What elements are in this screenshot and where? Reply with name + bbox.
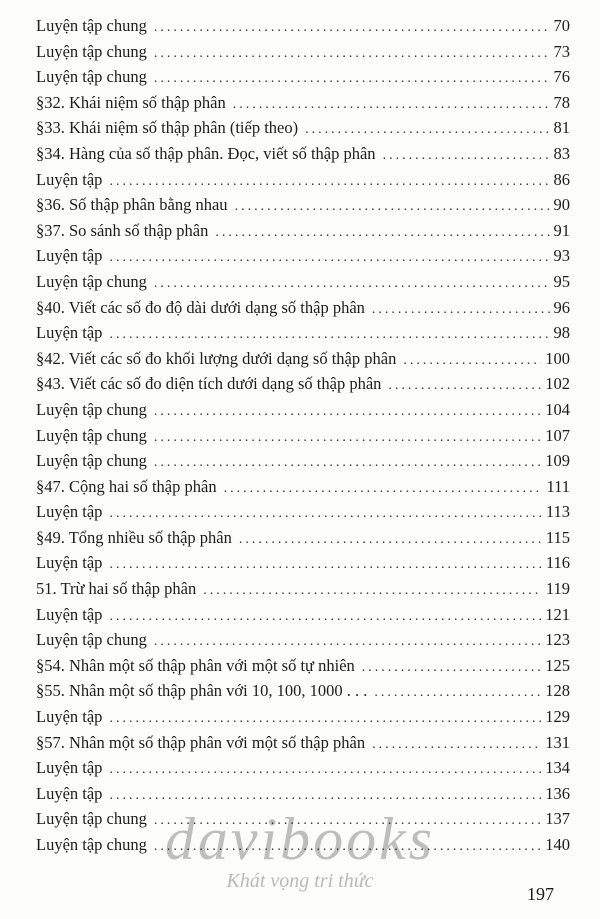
toc-entry-page: 134 — [545, 758, 570, 778]
toc-entry-page: 113 — [545, 502, 570, 522]
toc-entry-page: 107 — [545, 425, 570, 445]
toc-entry-page: 140 — [545, 835, 570, 854]
toc-dot-leader — [109, 322, 549, 348]
toc-row — [36, 320, 570, 346]
toc-entry-title: §36. Số thập phân bằng nhau — [36, 195, 228, 215]
toc-entry-title: Luyện tập chung — [36, 425, 147, 445]
toc-row — [36, 755, 570, 781]
toc-row — [36, 474, 570, 500]
toc-row — [36, 115, 570, 141]
toc-entry-page: 86 — [553, 169, 570, 189]
toc-entry-page: 104 — [545, 399, 570, 419]
toc-row — [36, 448, 570, 474]
toc-dot-leader — [109, 501, 541, 527]
toc-entry-title: §32. Khái niệm số thập phân — [36, 92, 226, 112]
toc-entry-page: 93 — [553, 246, 570, 266]
toc-row — [36, 64, 570, 90]
toc-row — [36, 499, 570, 525]
toc-row — [36, 576, 570, 602]
toc-entry-page: 90 — [553, 195, 570, 215]
toc-row — [36, 371, 570, 397]
toc-entry-page: 73 — [553, 41, 570, 61]
toc-entry-title: Luyện tập chung — [36, 399, 147, 419]
toc-row — [36, 13, 570, 39]
toc-row — [36, 781, 570, 807]
toc-entry-page: 91 — [553, 220, 570, 240]
toc-dot-leader — [235, 194, 550, 220]
toc-entry-page: 123 — [545, 630, 570, 650]
toc-row — [36, 550, 570, 576]
toc-row — [36, 704, 570, 730]
toc-row — [36, 678, 570, 704]
toc-row — [36, 423, 570, 449]
toc-entry-title: Luyện tập — [36, 707, 103, 727]
toc-entry-page: 102 — [545, 374, 570, 394]
toc-dot-leader — [372, 297, 550, 323]
toc-dot-leader — [109, 783, 541, 809]
toc-row — [36, 90, 570, 116]
toc-entry-page: 136 — [545, 783, 570, 803]
toc-entry-page: 121 — [545, 604, 570, 624]
toc-entry-page: 109 — [545, 451, 570, 471]
toc-row — [36, 806, 570, 832]
toc-dot-leader — [154, 15, 550, 41]
toc-entry-title: §33. Khái niệm số thập phân (tiếp theo) — [36, 118, 299, 138]
table-of-contents — [36, 13, 570, 858]
toc-dot-leader — [109, 245, 549, 271]
toc-row — [36, 602, 570, 628]
toc-entry-title: Luyện tập chung — [36, 67, 147, 87]
toc-entry-title: Luyện tập chung — [36, 809, 147, 829]
toc-entry-page: 81 — [553, 118, 570, 138]
toc-row — [36, 167, 570, 193]
toc-entry-page: 96 — [553, 297, 570, 317]
toc-entry-title: §43. Viết các số đo diện tích dưới dạng số thập phân — [36, 374, 382, 394]
toc-dot-leader — [305, 117, 549, 143]
toc-entry-title: Luyện tập chung — [36, 16, 147, 35]
toc-dot-leader — [109, 169, 549, 195]
toc-entry-title: §54. Nhân một số thập phân với một số tự nhiên — [36, 655, 355, 675]
toc-dot-leader — [403, 348, 541, 374]
toc-entry-title: §47. Cộng hai số thập phân — [36, 476, 217, 496]
toc-entry-page: 70 — [553, 16, 570, 35]
toc-entry-title: §34. Hàng của số thập phân. Đọc, viết số thập phân — [36, 143, 376, 163]
toc-entry-page: 98 — [553, 323, 570, 343]
toc-dot-leader — [109, 604, 541, 630]
toc-dot-leader — [362, 655, 541, 681]
toc-dot-leader — [109, 706, 541, 732]
toc-entry-title: Luyện tập — [36, 502, 103, 522]
toc-entry-page: 78 — [553, 92, 570, 112]
toc-entry-page: 76 — [553, 67, 570, 87]
toc-row — [36, 525, 570, 551]
toc-entry-page: 131 — [545, 732, 570, 752]
toc-dot-leader — [154, 425, 541, 451]
toc-entry-title: 51. Trừ hai số thập phân — [36, 579, 197, 599]
toc-row — [36, 627, 570, 653]
toc-row — [36, 346, 570, 372]
toc-dot-leader — [224, 476, 543, 502]
toc-entry-title: Luyện tập — [36, 604, 103, 624]
toc-row — [36, 397, 570, 423]
toc-entry-page: 111 — [546, 476, 570, 496]
toc-dot-leader — [154, 629, 541, 655]
toc-dot-leader — [109, 757, 541, 783]
toc-row — [36, 832, 570, 858]
toc-entry-title: Luyện tập chung — [36, 271, 147, 291]
toc-entry-page: 100 — [545, 348, 570, 368]
toc-row — [36, 653, 570, 679]
toc-entry-page: 115 — [545, 527, 570, 547]
watermark-tagline: Khát vọng tri thức — [226, 870, 374, 892]
toc-dot-leader — [154, 271, 550, 297]
toc-entry-title: Luyện tập chung — [36, 630, 147, 650]
toc-dot-leader — [233, 92, 550, 118]
toc-dot-leader — [154, 450, 541, 476]
toc-entry-title: Luyện tập — [36, 323, 103, 343]
toc-entry-page: 95 — [553, 271, 570, 291]
toc-entry-page: 125 — [545, 655, 570, 675]
toc-dot-leader — [154, 808, 541, 834]
toc-entry-title: §49. Tổng nhiều số thập phân — [36, 527, 232, 547]
toc-dot-leader — [374, 680, 541, 706]
toc-row — [36, 730, 570, 756]
toc-dot-leader — [383, 143, 550, 169]
toc-entry-title: §57. Nhân một số thập phân với một số thập phân — [36, 732, 366, 752]
toc-dot-leader — [154, 41, 550, 67]
toc-dot-leader — [109, 552, 541, 578]
toc-dot-leader — [203, 578, 542, 604]
toc-row — [36, 243, 570, 269]
toc-entry-title: Luyện tập — [36, 783, 103, 803]
toc-dot-leader — [215, 220, 549, 246]
watermark-brand: davibooks — [164, 806, 436, 872]
toc-entry-title: §55. Nhân một số thập phân với 10, 100, 1000 . . . — [36, 681, 368, 701]
toc-entry-page: 119 — [545, 579, 570, 599]
toc-entry-page: 83 — [553, 143, 570, 163]
toc-entry-title: Luyện tập chung — [36, 451, 147, 471]
toc-entry-title: Luyện tập chung — [36, 41, 147, 61]
toc-entry-title: Luyện tập — [36, 553, 103, 573]
toc-entry-title: Luyện tập chung — [36, 835, 147, 854]
toc-dot-leader — [154, 399, 541, 425]
toc-entry-title: §37. So sánh số thập phân — [36, 220, 209, 240]
toc-dot-leader — [154, 66, 550, 92]
toc-entry-title: Luyện tập — [36, 758, 103, 778]
toc-dot-leader — [372, 732, 541, 758]
toc-entry-title: Luyện tập — [36, 169, 103, 189]
page-number: 197 — [527, 884, 554, 904]
toc-entry-title: §40. Viết các số đo độ dài dưới dạng số thập phân — [36, 297, 365, 317]
toc-row — [36, 39, 570, 65]
toc-entry-title: §42. Viết các số đo khối lượng dưới dạng số thập phân — [36, 348, 397, 368]
toc-dot-leader — [239, 527, 542, 553]
toc-dot-leader — [388, 373, 541, 399]
toc-entry-page: 129 — [545, 707, 570, 727]
toc-row — [36, 295, 570, 321]
toc-entry-page: 128 — [545, 681, 570, 701]
toc-entry-title: Luyện tập — [36, 246, 103, 266]
toc-dot-leader — [154, 834, 541, 860]
toc-entry-page: 137 — [545, 809, 570, 829]
toc-row — [36, 218, 570, 244]
toc-row — [36, 141, 570, 167]
toc-row — [36, 269, 570, 295]
toc-entry-page: 116 — [545, 553, 570, 573]
toc-row — [36, 192, 570, 218]
